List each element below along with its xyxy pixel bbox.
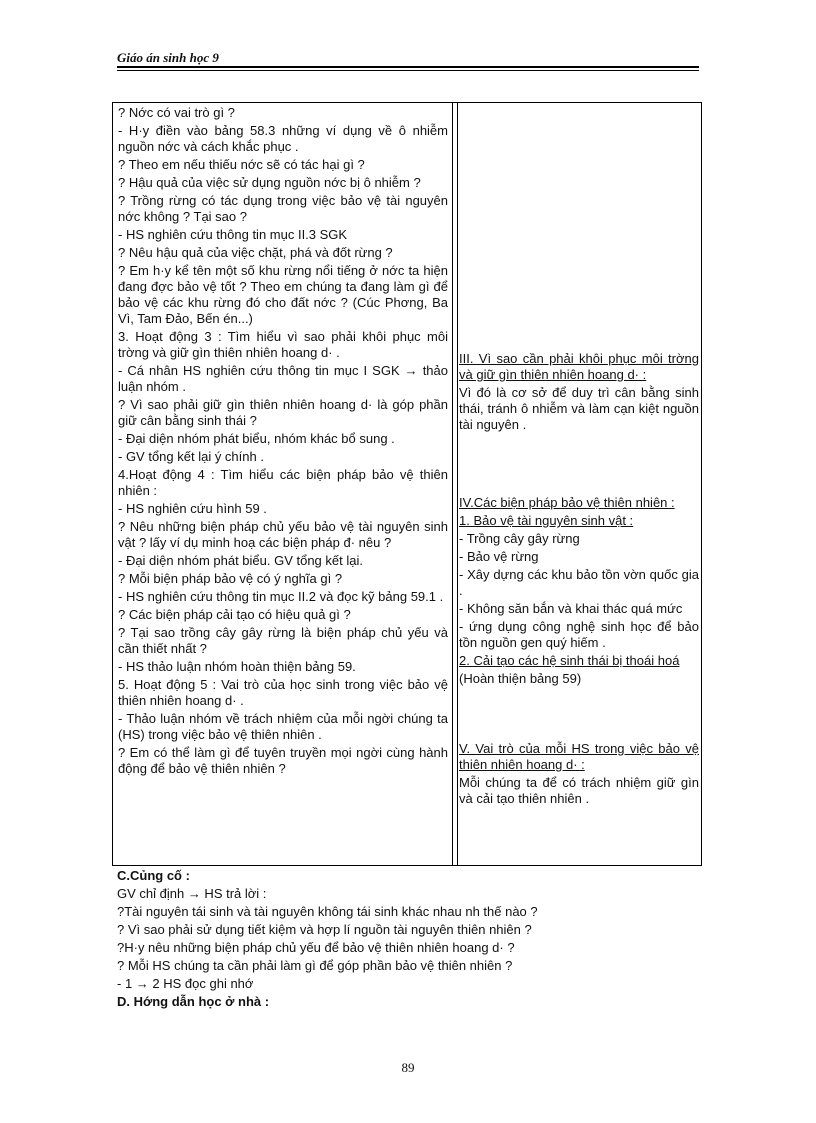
section-iii [459,351,699,435]
left-line: - Đại diện nhóm phát biểu. GV tổng kết lại. [118,553,363,568]
left-line: ? Mỗi biện pháp bảo vệ có ý nghĩa gì ? [118,571,343,586]
left-line: ? Tại sao trồng cây gây rừng là biện pháp chủ yếu và cần thiết nhất ? [118,625,448,656]
left-line: 3. Hoạt động 3 : Tìm hiểu vì sao phải khôi phục môi trờng và giữ gìn thiên nhiên hoang d· . [118,329,448,360]
lesson-table [112,102,702,866]
left-line: ? Theo em nếu thiếu nớc sẽ có tác hại gì ? [118,157,365,172]
left-line: - Thảo luận nhóm về trách nhiệm của mỗi ngời chúng ta (HS) trong việc bảo vệ thiên nhiên . [118,711,448,742]
left-line: - HS nghiên cứu thông tin mục II.2 và đọc kỹ bảng 59.1 . [118,589,444,604]
header-rule-thin [117,70,699,71]
measure-item: - Trồng cây gây rừng [459,531,580,546]
section-v-heading: V. Vai trò của mỗi HS trong việc bảo vệ thiên nhiên hoang d· : [459,741,699,772]
left-line: - Đại diện nhóm phát biểu, nhóm khác bổ sung . [118,431,395,446]
section-iv-sub2: 2. Cải tạo các hệ sinh thái bị thoái hoá [459,653,680,668]
left-line: ? Em có thể làm gì để tuyên truyền mọi ngời cùng hành động để bảo vệ thiên nhiên ? [118,745,448,776]
left-line: ? Nớc có vai trò gì ? [118,105,235,120]
column-divider-inner [457,103,458,865]
header-rule [117,66,699,68]
section-iv-note: (Hoàn thiện bảng 59) [459,671,582,686]
review-line: ? Mỗi HS chúng ta cần phải làm gì để góp phần bảo vệ thiên nhiên ? [117,958,513,973]
left-line: - GV tổng kết lại ý chính . [118,449,264,464]
section-v [459,741,699,809]
section-v-body: Mỗi chúng ta để có trách nhiệm giữ gìn và cải tạo thiên nhiên . [459,775,699,806]
left-line: ? Nêu hậu quả của việc chặt, phá và đốt rừng ? [118,245,393,260]
review-line: ? Vì sao phải sử dụng tiết kiệm và hợp lí nguồn tài nguyên thiên nhiên ? [117,922,532,937]
left-line: - HS nghiên cứu thông tin mục II.3 SGK [118,227,348,242]
review-line: ?Tài nguyên tái sinh và tài nguyên không tái sinh khác nhau nh thế nào ? [117,904,538,919]
measure-item: - Bảo vệ rừng [459,549,539,564]
column-divider [452,103,453,865]
section-iii-body: Vì đó là cơ sở để duy trì cân bằng sinh thái, tránh ô nhiễm và làm cạn kiệt nguồn tài nguyên . [459,385,699,432]
review-line: ?H·y nêu những biện pháp chủ yếu để bảo vệ thiên nhiên hoang d· ? [117,940,515,955]
measure-item: - Không săn bắn và khai thác quá mức [459,601,683,616]
left-line: - HS nghiên cứu hình 59 . [118,501,267,516]
left-line: - H·y điền vào bảng 58.3 những ví dụng về ô nhiễm nguồn nớc và cách khắc phục . [118,123,448,154]
left-line: ? Vì sao phải giữ gìn thiên nhiên hoang d· là góp phần giữ cân bằng sinh thái ? [118,397,448,428]
left-line: ? Trồng rừng có tác dụng trong việc bảo vệ tài nguyên nớc không ? Tại sao ? [118,193,448,224]
review-title: C.Củng cố : [117,868,190,883]
left-line: - Cá nhân HS nghiên cứu thông tin mục I SGK → thảo luận nhóm . [118,363,448,394]
section-iii-heading: III. Vì sao cần phải khôi phục môi trờng và giữ gìn thiên nhiên hoang d· : [459,351,699,382]
measure-item: - Xây dựng các khu bảo tồn vờn quốc gia . [459,567,699,598]
left-line: ? Các biện pháp cải tạo có hiệu quả gì ? [118,607,351,622]
section-iv-sub1: 1. Bảo vệ tài nguyên sinh vật : [459,513,634,528]
homework-title: D. Hớng dẫn học ở nhà : [117,994,270,1009]
activities-column [118,105,448,779]
page-number: 89 [401,1060,415,1075]
left-line: 4.Hoạt động 4 : Tìm hiểu các biện pháp bảo vệ thiên nhiên : [118,467,448,498]
left-line: ? Hậu quả của việc sử dụng nguồn nớc bị ô nhiễm ? [118,175,421,190]
section-iv-heading: IV.Các biện pháp bảo vệ thiên nhiên : [459,495,675,510]
left-line: 5. Hoạt động 5 : Vai trò của học sinh trong việc bảo vệ thiên nhiên hoang d· . [118,677,448,708]
left-line: ? Nêu những biện pháp chủ yếu bảo vệ tài nguyên sinh vật ? lấy ví dụ minh hoạ các biện pháp đ· nêu ? [118,519,448,550]
review-section [117,868,707,1012]
review-line: GV chỉ định → HS trả lời : [117,886,267,901]
measure-item: - ứng dụng công nghệ sinh học để bảo tồn nguồn gen quý hiếm . [459,619,699,650]
left-line: - HS thảo luận nhóm hoàn thiện bảng 59. [118,659,356,674]
review-line: - 1 → 2 HS đọc ghi nhớ [117,976,254,991]
page-header-title: Giáo án sinh học 9 [117,50,219,65]
left-line: ? Em h·y kể tên một số khu rừng nổi tiếng ở nớc ta hiện đang đợc bảo vệ tốt ? Theo em chúng ta đang làm gì để bảo vệ các khu rừng đó cho đất nớc ? (Cúc Phơng, Ba Vì, Tam Đảo, Bến én...) [118,263,448,326]
section-iv [459,495,699,689]
